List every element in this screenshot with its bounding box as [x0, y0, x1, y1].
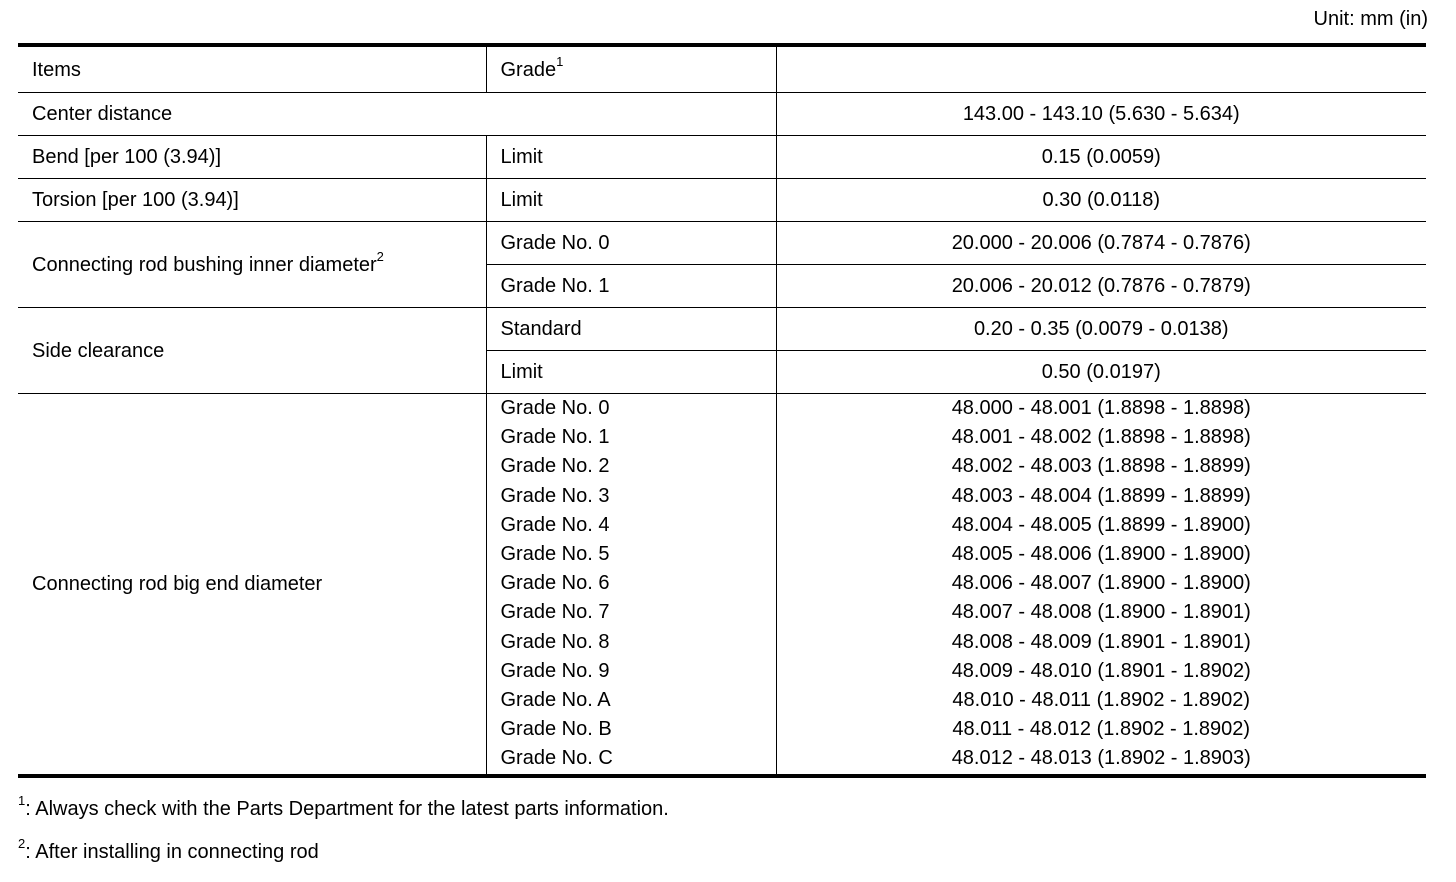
list-item: Grade No. 3 [500, 484, 610, 507]
item-grade: Grade No. 1 [486, 265, 776, 308]
list-item: 48.001 - 48.002 (1.8898 - 1.8898) [951, 426, 1251, 449]
item-label: Connecting rod bushing inner diameter$^2$ [18, 222, 486, 308]
list-item: 48.000 - 48.001 (1.8898 - 1.8898) [951, 397, 1251, 419]
list-item: 48.006 - 48.007 (1.8900 - 1.8900) [951, 572, 1251, 595]
item-value: 0.15 (0.0059) [776, 136, 1426, 179]
table-row-bend [18, 136, 1426, 179]
table-row-bushing-0 [18, 222, 1426, 265]
list-item: Grade No. B [500, 718, 612, 741]
item-value: 20.000 - 20.006 (0.7874 - 0.7876) [776, 222, 1426, 265]
list-item: 48.011 - 48.012 (1.8902 - 1.8902) [952, 718, 1251, 741]
list-item: Grade No. 2 [500, 455, 610, 478]
item-grade: Limit [486, 179, 776, 222]
unit-label: Unit: mm (in) [1313, 8, 1428, 30]
footnote-text: : Always check with the Parts Department for the latest parts information. [25, 798, 669, 820]
header-value [776, 45, 1426, 93]
list-item: Grade No. 6 [500, 572, 610, 595]
table-row-center-distance [18, 93, 1426, 136]
footnote-mark: 2 [18, 836, 26, 852]
item-grade: Limit [486, 351, 776, 394]
list-item: Grade No. A [500, 689, 611, 712]
item-grade: Standard [486, 308, 776, 351]
footnote-ref-1: 1 [556, 53, 564, 69]
item-value: 20.006 - 20.012 (0.7876 - 0.7879) [776, 265, 1426, 308]
item-value: 0.20 - 0.35 (0.0079 - 0.0138) [776, 308, 1426, 351]
header-grade: Grade$^1$ [486, 45, 776, 93]
item-label: Torsion [per 100 (3.94)] [18, 179, 486, 222]
item-grade: Grade No. 0 [486, 222, 776, 265]
big-end-grade-list [486, 394, 776, 776]
list-item: 48.009 - 48.010 (1.8901 - 1.8902) [951, 659, 1251, 682]
item-label: Side clearance [18, 308, 486, 394]
footnote-2 [18, 836, 319, 864]
item-label: Bend [per 100 (3.94)] [18, 136, 486, 179]
footnote-1 [18, 793, 669, 821]
table-row-torsion [18, 179, 1426, 222]
list-item: 48.002 - 48.003 (1.8898 - 1.8899) [951, 455, 1251, 478]
list-item: Grade No. 9 [500, 659, 610, 682]
list-item: Grade No. 4 [500, 513, 610, 536]
header-items: Items [18, 45, 486, 93]
list-item: Grade No. 0 [500, 397, 610, 419]
item-label: Center distance [18, 93, 776, 136]
list-item: 48.008 - 48.009 (1.8901 - 1.8901) [951, 630, 1251, 653]
list-item: Grade No. 5 [500, 543, 610, 566]
list-item: 48.007 - 48.008 (1.8900 - 1.8901) [951, 601, 1251, 624]
item-value: 143.00 - 143.10 (5.630 - 5.634) [776, 93, 1426, 136]
list-item: 48.010 - 48.011 (1.8902 - 1.8902) [952, 689, 1251, 712]
item-value: 0.50 (0.0197) [776, 351, 1426, 394]
item-label: Connecting rod big end diameter [18, 394, 486, 776]
list-item: Grade No. 8 [500, 630, 610, 653]
list-item: 48.003 - 48.004 (1.8899 - 1.8899) [951, 484, 1251, 507]
item-grade: Limit [486, 136, 776, 179]
big-end-value-list [776, 394, 1426, 776]
table-row-big-end [18, 394, 1426, 776]
list-item: 48.004 - 48.005 (1.8899 - 1.8900) [951, 513, 1251, 536]
footnote-mark: 1 [18, 793, 26, 809]
footnote-text: : After installing in connecting rod [25, 841, 319, 863]
list-item: Grade No. 1 [500, 426, 610, 449]
list-item: Grade No. 7 [500, 601, 610, 624]
list-item: Grade No. C [500, 747, 613, 770]
list-item: 48.012 - 48.013 (1.8902 - 1.8903) [951, 747, 1251, 770]
list-item: 48.005 - 48.006 (1.8900 - 1.8900) [951, 543, 1251, 566]
table-row-side-clearance-0 [18, 308, 1426, 351]
table-header-row [18, 45, 1426, 93]
footnote-ref-2: 2 [376, 248, 384, 264]
item-value: 0.30 (0.0118) [776, 179, 1426, 222]
spec-table [18, 43, 1426, 778]
